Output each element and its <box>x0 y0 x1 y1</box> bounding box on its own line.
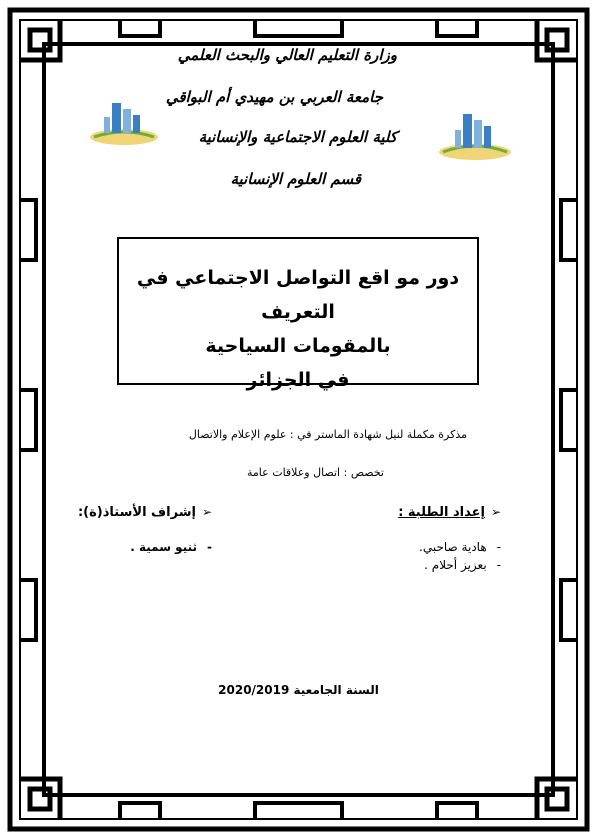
students-heading-label: إعداد الطلبة : <box>398 505 485 520</box>
supervisor-heading <box>78 505 212 520</box>
faculty-name: كلية العلوم الاجتماعية والإنسانية <box>198 128 397 146</box>
department-name: قسم العلوم الإنسانية <box>230 170 361 188</box>
thesis-title-box <box>117 237 479 391</box>
ministry-name: وزارة التعليم العالي والبحث العلمي <box>177 46 397 64</box>
student-name-1: -هادية صاحبي. <box>419 540 501 554</box>
student-name-text: هادية صاحبي. <box>419 540 487 554</box>
thesis-note: مذكرة مكملة لنيل شهادة الماستر في : علوم الإعلام والاتصال <box>188 428 467 441</box>
thesis-title-line-2: بالمقومات السياحية <box>205 335 391 357</box>
specialty: تخصص : اتصال وعلاقات عامة <box>247 466 384 479</box>
arrow-bullet-icon: ➢ <box>490 505 501 519</box>
students-heading <box>398 505 501 520</box>
student-name-text: بعزيز أحلام . <box>424 558 487 572</box>
supervisor-heading-label: إشراف الأستاذ(ة): <box>77 505 196 520</box>
thesis-title-line-3: في الجزائر <box>246 369 350 391</box>
university-logo-left-icon <box>86 97 162 147</box>
student-name-2: -بعزيز أحلام . <box>424 558 501 572</box>
academic-year: السنة الجامعية 2020/2019 <box>218 683 379 697</box>
supervisor-name: -ثنيو سمية . <box>130 540 212 554</box>
supervisor-name-text: ثنيو سمية . <box>130 540 198 554</box>
university-logo-right-icon <box>435 108 515 162</box>
arrow-bullet-icon: ➢ <box>201 505 212 519</box>
thesis-title-line-1: دور مو اقع التواصل الاجتماعي في التعريف <box>136 267 460 323</box>
university-name: جامعة العربي بن مهيدي أم البواقي <box>165 88 383 106</box>
